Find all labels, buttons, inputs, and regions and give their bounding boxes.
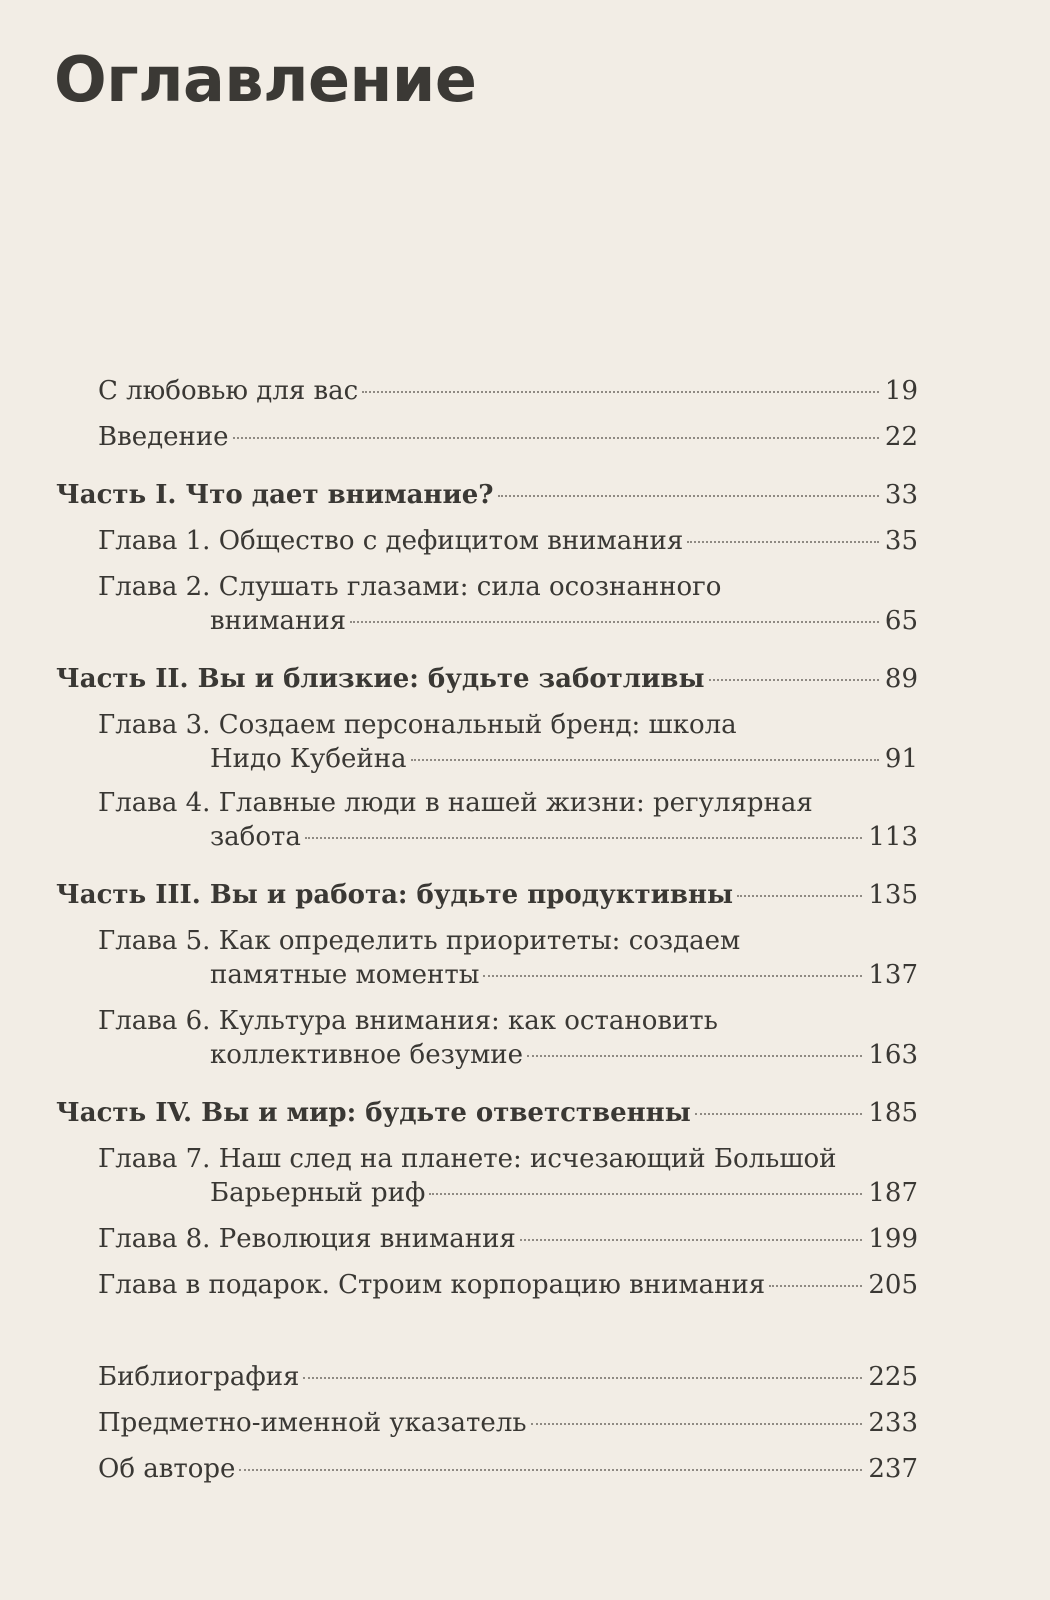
toc-entry-chapter-7 bbox=[210, 1176, 918, 1210]
dot-leader bbox=[687, 541, 879, 543]
toc-entry-title: Глава 1. Общество с дефицитом внимания bbox=[98, 526, 684, 556]
toc-page-number: 225 bbox=[868, 1362, 918, 1392]
toc-entry-title-cont: коллективное безумие bbox=[210, 1040, 524, 1070]
toc-entry-chapter-3 bbox=[210, 742, 918, 776]
toc-entry-title: Глава 8. Революция внимания bbox=[98, 1224, 516, 1254]
toc-page-number: 163 bbox=[868, 1040, 918, 1070]
toc-page-number: 137 bbox=[868, 960, 918, 990]
toc-entry-title-cont: внимания bbox=[210, 606, 347, 636]
toc-entry-index bbox=[98, 1406, 918, 1440]
toc-page-number: 185 bbox=[868, 1098, 918, 1128]
toc-part-title: Часть II. Вы и близкие: будьте заботливы bbox=[56, 664, 705, 694]
toc-entry-chapter-8 bbox=[98, 1222, 918, 1256]
toc-page-number: 199 bbox=[868, 1224, 918, 1254]
toc-page-number: 187 bbox=[868, 1178, 918, 1208]
dot-leader bbox=[695, 1113, 863, 1115]
dot-leader bbox=[362, 391, 879, 393]
toc-page-number: 237 bbox=[868, 1454, 918, 1484]
toc-entry-title-cont: Нидо Кубейна bbox=[210, 744, 407, 774]
dot-leader bbox=[411, 759, 879, 761]
toc-entry-chapter-2-line1: Глава 2. Слушать глазами: сила осознанного bbox=[98, 572, 722, 602]
toc-entry-title: Библиография bbox=[98, 1362, 300, 1392]
dot-leader bbox=[498, 495, 879, 497]
toc-entry-front-love bbox=[98, 374, 918, 408]
toc-entry-title-cont: забота bbox=[210, 822, 301, 852]
dot-leader bbox=[239, 1469, 862, 1471]
dot-leader bbox=[527, 1055, 862, 1057]
dot-leader bbox=[303, 1377, 862, 1379]
toc-entry-title: Об авторе bbox=[98, 1454, 236, 1484]
dot-leader bbox=[531, 1423, 863, 1425]
toc-page-number: 205 bbox=[868, 1270, 918, 1300]
toc-page-number: 65 bbox=[884, 606, 918, 636]
toc-entry-title-cont: Барьерный риф bbox=[210, 1178, 426, 1208]
toc-part-title: Часть III. Вы и работа: будьте продуктивны bbox=[56, 880, 734, 910]
toc-entry-chapter-5-line1: Глава 5. Как определить приоритеты: создаем bbox=[98, 926, 741, 956]
toc-page-number: 35 bbox=[884, 526, 918, 556]
toc-entry-bibliography bbox=[98, 1360, 918, 1394]
page-title: Оглавление bbox=[54, 43, 477, 116]
dot-leader bbox=[305, 837, 862, 839]
toc-entry-title: Введение bbox=[98, 422, 229, 452]
dot-leader bbox=[483, 975, 862, 977]
toc-page-number: 89 bbox=[884, 664, 918, 694]
toc-entry-title: Глава в подарок. Строим корпорацию внимания bbox=[98, 1270, 766, 1300]
toc-entry-title-cont: памятные моменты bbox=[210, 960, 480, 990]
toc-entry-title: С любовью для вас bbox=[98, 376, 359, 406]
toc-entry-chapter-1 bbox=[98, 524, 918, 558]
toc-page-number: 33 bbox=[884, 480, 918, 510]
toc-entry-chapter-5 bbox=[210, 958, 918, 992]
toc-entry-about-author bbox=[98, 1452, 918, 1486]
toc-entry-chapter-6-line1: Глава 6. Культура внимания: как остановить bbox=[98, 1006, 718, 1036]
toc-entry-chapter-4-line1: Глава 4. Главные люди в нашей жизни: регулярная bbox=[98, 788, 813, 818]
toc-entry-title: Предметно-именной указатель bbox=[98, 1408, 527, 1438]
toc-entry-chapter-7-line1: Глава 7. Наш след на планете: исчезающий Большой bbox=[98, 1144, 837, 1174]
toc-entry-chapter-6 bbox=[210, 1038, 918, 1072]
toc-page-number: 113 bbox=[868, 822, 918, 852]
toc-entry-part-4 bbox=[56, 1096, 918, 1130]
toc-entry-part-1 bbox=[56, 478, 918, 512]
toc-entry-chapter-2 bbox=[210, 604, 918, 638]
toc-page-number: 19 bbox=[884, 376, 918, 406]
toc-entry-part-2 bbox=[56, 662, 918, 696]
toc-page-number: 233 bbox=[868, 1408, 918, 1438]
dot-leader bbox=[429, 1193, 862, 1195]
dot-leader bbox=[520, 1239, 863, 1241]
dot-leader bbox=[709, 679, 879, 681]
toc-entry-part-3 bbox=[56, 878, 918, 912]
dot-leader bbox=[350, 621, 879, 623]
toc-entry-chapter-4 bbox=[210, 820, 918, 854]
toc-page-number: 22 bbox=[884, 422, 918, 452]
toc-part-title: Часть IV. Вы и мир: будьте ответственны bbox=[56, 1098, 691, 1128]
toc-page-number: 91 bbox=[884, 744, 918, 774]
dot-leader bbox=[769, 1285, 862, 1287]
dot-leader bbox=[233, 437, 879, 439]
toc-page-number: 135 bbox=[868, 880, 918, 910]
toc-entry-introduction bbox=[98, 420, 918, 454]
toc-part-title: Часть I. Что дает внимание? bbox=[56, 480, 494, 510]
toc-entry-bonus-chapter bbox=[98, 1268, 918, 1302]
dot-leader bbox=[737, 895, 862, 897]
toc-entry-chapter-3-line1: Глава 3. Создаем персональный бренд: школа bbox=[98, 710, 737, 740]
